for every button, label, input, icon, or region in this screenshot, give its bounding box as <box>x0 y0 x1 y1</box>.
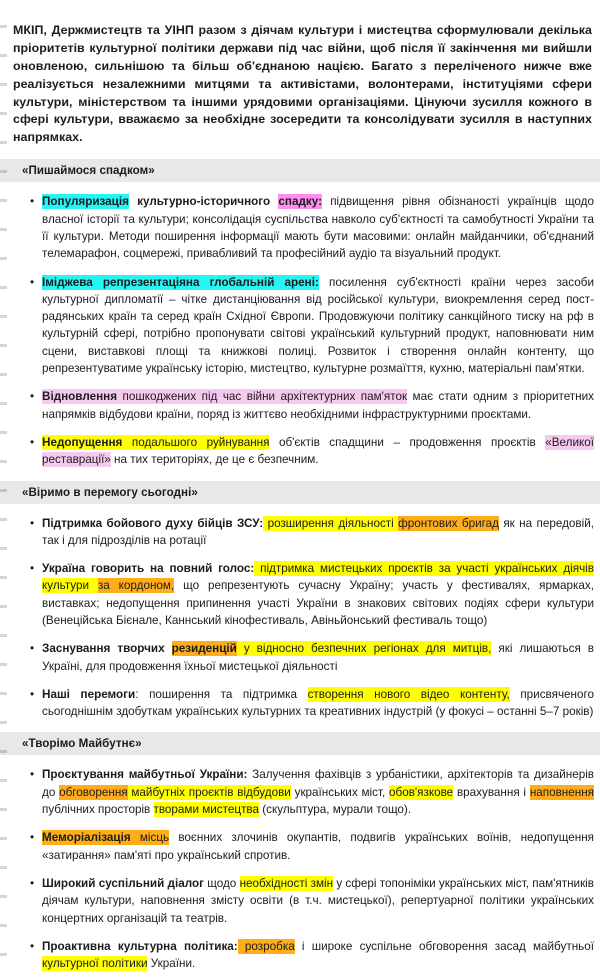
highlight-orange-2: наповнення <box>529 785 594 799</box>
highlight-rest: пошкоджених під час війни архітектурних пам'яток <box>117 390 408 404</box>
lead-bold: Проактивна культурна політика: <box>42 939 238 953</box>
mid-text: : поширення та підтримка <box>135 687 308 701</box>
highlight-yellow-2: обов'язкове <box>389 785 454 799</box>
highlight-yellow: підтримка мистецьких проєктів за участі українських діячів культури <box>42 562 594 593</box>
highlight-cyan: Іміджева репрезентаціяна глобальній арені: <box>42 275 319 289</box>
body-text: посилення суб'єктності країни через засоби культурної дипломатії – чітке дистанціювання від російської культури, виокремлення серед пост-радянських країн та серед країн Східної Європи. Продовжуючи політику санкційного тиску на рф в культурній сфері, потрібно пропонувати світові український культурний продукт, наповнювати ним сцени, виставкові площі та книжкові полиці. Розвиток і створення онлайн контенту, що репрезентуватиме українську історію, мистецтво, культурне розмаїття, кухню, матеріальні пам'ятки. <box>42 275 595 376</box>
lead-bold: Заснування творчих <box>42 642 172 656</box>
highlight-orange: розробка <box>237 939 295 953</box>
tail-text: у сфері топоніміки українських міст, пам'ятників діячам культури, наповнення змісту освіти (в т.ч. мистецької), репертуарної політики українських концертних організацій та театрів. <box>42 876 594 925</box>
highlight-pink: спадку: <box>278 195 322 209</box>
highlight-yellow: необхідності змін <box>239 876 334 890</box>
highlight-orange <box>42 830 169 845</box>
tail-text: як на передовій, так і для підрозділів на ротації <box>42 516 594 547</box>
tail-text: що репрезентують сучасну Україну; участь у фестивалях, ярмарках, виставках; недопущення припинення участі України в знакових світових подіях сфери культури (Венеційська Бієнале, Каннський кінофестиваль, Авіньйонський фестиваль тощо) <box>42 579 595 627</box>
lead-bold: Широкий суспільний діалог <box>42 876 204 890</box>
body-text: підвищення рівня обізнаності українців щодо власної історії та культури; консолідація суспільства навколо суб'єктності та самобутності України та її культури. Методи поширення інформації мають бути масовими: онлайн майданчики, об'єднаний телемарафон, соцмережі, привабливий та професійний аудіо та візуальний продукт. <box>42 195 594 261</box>
list-item <box>0 515 600 550</box>
highlight-orange: фронтових бригад <box>398 516 499 530</box>
bullet-list <box>0 193 600 468</box>
list-item <box>0 829 600 864</box>
mid-text: об'єктів спадщини – продовження проєктів <box>269 435 546 449</box>
section-heading: «Віримо в перемогу сьогодні» <box>0 481 600 504</box>
list-item <box>0 274 600 378</box>
list-item <box>0 388 600 423</box>
highlight-rest: місць <box>130 831 170 845</box>
lead-plain: культурно-історичного <box>128 195 279 209</box>
highlight-orange: за кордоном, <box>97 579 175 593</box>
highlight-yellow: розширення діяльності <box>263 516 399 530</box>
highlight-orange: резиденцій <box>171 642 237 656</box>
tail-text: які лишаються в Україні, для продовження їхньої мистецької діяльності <box>42 642 595 673</box>
list-item <box>0 875 600 927</box>
mid-text: і широке суспільне обговорення засад майбутньої <box>294 939 594 953</box>
section-pyshaimosya-spadkom <box>0 159 600 471</box>
mid-text: щодо <box>203 876 240 890</box>
bullet-list <box>0 766 600 972</box>
lead-bold: Україна говорить на повний голос: <box>42 562 255 576</box>
highlight-yellow <box>42 435 269 450</box>
lead-bold: Проєктування майбутньої України: <box>42 768 248 782</box>
tail-text: присвяченого сьогоднішнім здобуткам українських культурних та креативних індустрій (у фокусі – останні 5–7 років) <box>42 687 595 719</box>
section-heading: «Пишаймося спадком» <box>0 159 600 182</box>
intro-paragraph: МКІП, Держмистецтв та УІНП разом з діячам культури і мистецтва сформулювали декілька пріоритетів культурної політики держави під час війни, щоб після її закінчення ми вийшли оновленою, сильнішою та більш об'єднаною нацією. Багато з переліченого нижче вже реалізується незалежними митцями та активістами, волонтерами, інституціями сфери культури, міністерством та іншими урядовими організаціями. Цінуючи зусилля кожного в сфері культури, вважаємо за необхідне зосередити та консолідувати зусилля в наступних напрямках. <box>13 23 592 145</box>
list-item <box>0 938 600 973</box>
bullet-list <box>0 515 600 721</box>
highlight-orange-1: обговорення <box>59 785 128 799</box>
tail-text: (скульптура, мурали тощо). <box>259 803 412 817</box>
highlight-yellow: у відносно безпечних регіонах для митців, <box>236 642 492 656</box>
section-heading: «Творімо Майбутнє» <box>0 732 600 755</box>
body-text-3: врахування і <box>453 785 530 799</box>
list-item <box>0 560 600 629</box>
lead-bold: Наші перемоги <box>42 687 136 701</box>
list-item <box>0 766 600 818</box>
list-item <box>0 640 600 675</box>
body-text-4: публічних просторів <box>42 803 154 817</box>
highlight-light-pink <box>42 389 407 404</box>
lead-bold: Відновлення <box>42 390 118 404</box>
body-text: має стати одним з пріоритетних напрямків відбудови країни, поряд із життєво необхідними інфраструктурними проєктами. <box>42 390 594 421</box>
highlight-yellow: культурної політики <box>42 957 148 971</box>
section-tvorimo-maibutnie <box>0 732 600 975</box>
lead-bold: Меморіалізація <box>42 831 131 845</box>
highlight-yellow: створення нового відео контенту, <box>307 687 510 701</box>
tail-text: воєнних злочинів окупантів, подвигів українських воїнів, недопущення «затирання» пам'яті про український спротив. <box>42 831 594 862</box>
lead-bold: Недопущення <box>42 435 123 449</box>
list-item <box>0 434 600 469</box>
highlight-rest: подальшого руйнування <box>122 435 270 449</box>
lead-bold: Підтримка бойового духу бійців ЗСУ: <box>42 516 264 530</box>
list-item <box>0 686 600 721</box>
section-virymo-v-peremohu <box>0 481 600 724</box>
document-page <box>0 12 600 978</box>
body-text-1: Залучення фахівців з урбаністики, архітекторів та дизайнерів до <box>42 768 594 799</box>
highlight-yellow-1: майбутніх проєктів відбудови <box>127 785 291 799</box>
tail-text: України. <box>147 957 196 971</box>
highlight-yellow-3: творами мистецтва <box>153 803 259 817</box>
highlight-cyan: Популяризація <box>42 195 129 209</box>
body-text-2: українських міст, <box>290 785 390 799</box>
highlight-light-pink-2: «Великої реставрації» <box>42 435 594 467</box>
list-item <box>0 193 600 262</box>
tail-text: на тих територіях, де це є безпечним. <box>110 453 319 467</box>
